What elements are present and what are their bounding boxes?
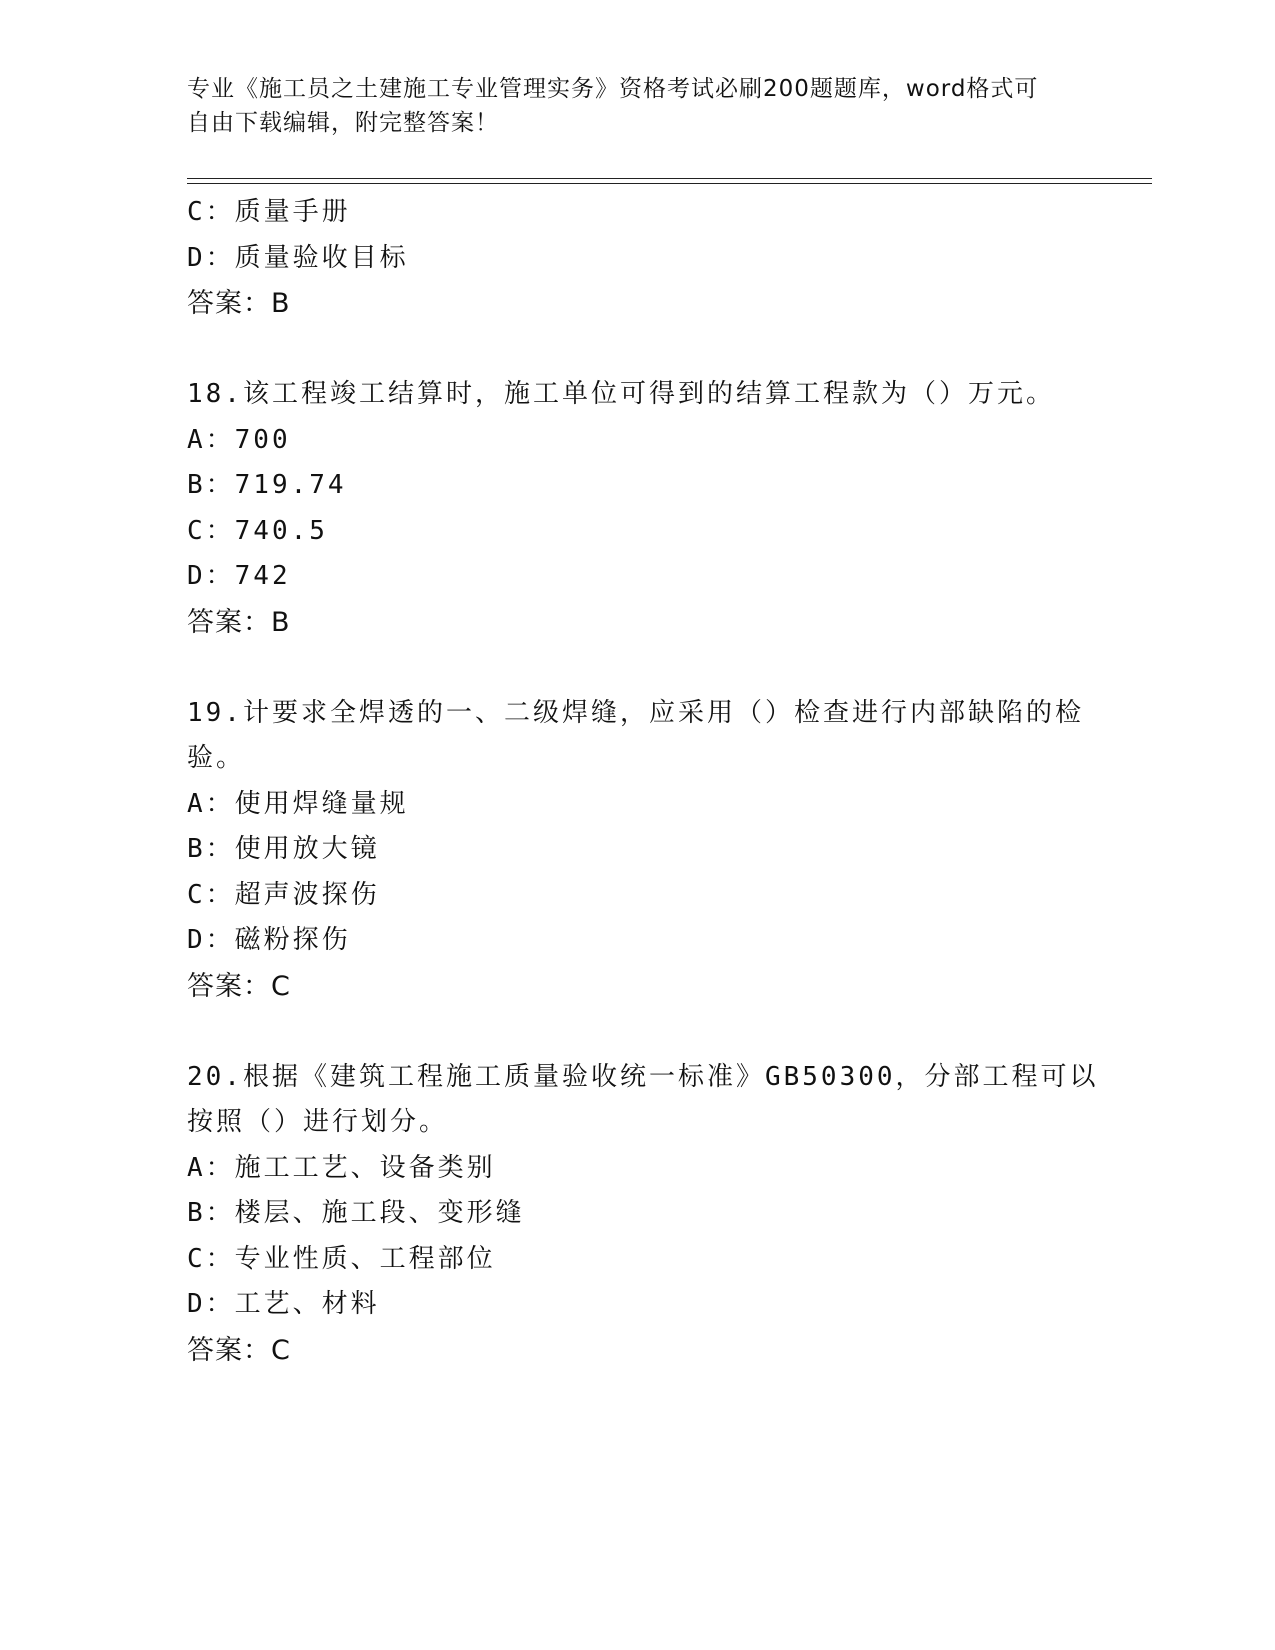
spacer	[187, 327, 1087, 373]
option-c: C：740.5	[187, 515, 328, 546]
question-17-continued	[187, 190, 1087, 327]
option-a: A：施工工艺、设备类别	[187, 1152, 496, 1183]
option-a: A：使用焊缝量规	[187, 788, 409, 819]
answer-line: 答案：C	[187, 970, 291, 1002]
question-18	[187, 372, 1087, 645]
question-list	[187, 190, 1099, 1373]
header-divider-top	[187, 178, 1152, 179]
option-d: D：质量验收目标	[187, 242, 409, 273]
option-c: C：超声波探伤	[187, 879, 380, 910]
question-20	[187, 1055, 1099, 1374]
question-stem-line-1: 20.根据《建筑工程施工质量验收统一标准》GB50300，分部工程可以	[187, 1061, 1099, 1092]
header-divider-bottom	[187, 183, 1152, 184]
header-line-1: 专业《施工员之土建施工专业管理实务》资格考试必刷200题题库，word格式可	[187, 76, 1039, 102]
answer-line: 答案：B	[187, 288, 291, 319]
option-b: B：使用放大镜	[187, 834, 380, 864]
header-line-2: 自由下载编辑，附完整答案！	[187, 110, 499, 136]
option-c: C：专业性质、工程部位	[187, 1243, 496, 1274]
option-d: D：742	[187, 561, 291, 591]
document-header	[187, 72, 1067, 140]
question-stem-line-2: 按照（）进行划分。	[187, 1107, 449, 1137]
option-d: D：磁粉探伤	[187, 925, 351, 955]
answer-line: 答案：C	[187, 1334, 291, 1366]
question-stem: 18.该工程竣工结算时，施工单位可得到的结算工程款为（）万元。	[187, 379, 1055, 409]
question-stem-line-1: 19.计要求全焊透的一、二级焊缝，应采用（）检查进行内部缺陷的检	[187, 697, 1084, 728]
option-d: D：工艺、材料	[187, 1289, 380, 1319]
question-stem-line-2: 验。	[187, 743, 246, 773]
option-b: B：楼层、施工段、变形缝	[187, 1198, 525, 1228]
option-a: A：700	[187, 424, 291, 455]
answer-line: 答案：B	[187, 606, 291, 638]
spacer	[187, 645, 1087, 691]
question-19	[187, 691, 1087, 1010]
option-c: C：质量手册	[187, 197, 351, 227]
option-b: B：719.74	[187, 470, 347, 500]
spacer	[187, 1009, 1087, 1055]
